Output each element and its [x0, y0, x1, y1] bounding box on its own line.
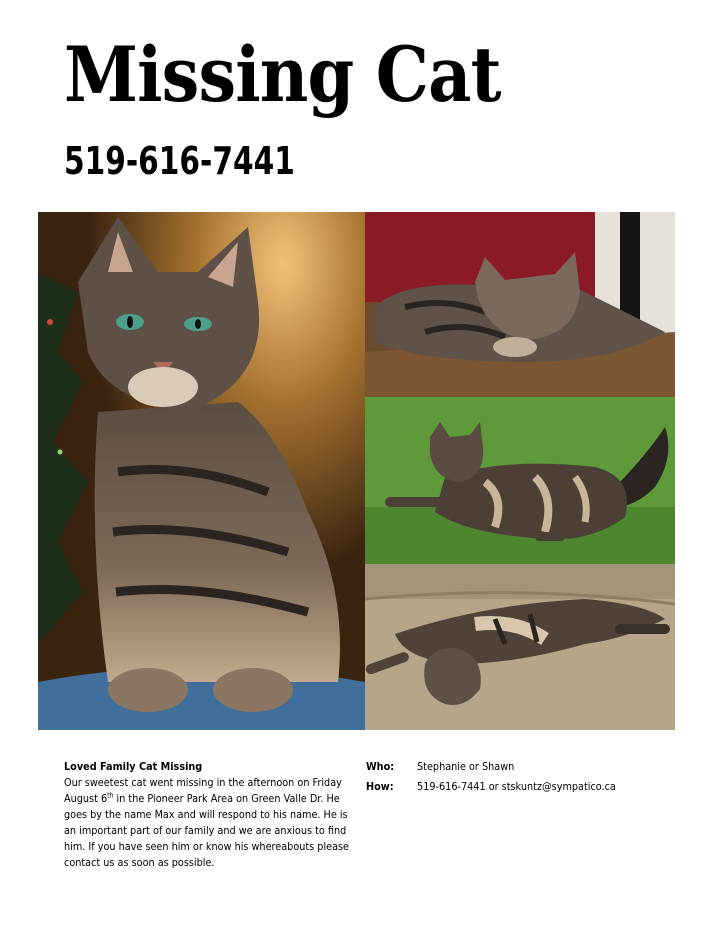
- description-text-part2: in the Pioneer Park Area on Green Valle Dr. He goes by the name Max and will respond to his name. He is an important part of our family and we are anxious to find him. If you have seen him or know his whereabouts please contact us as soon as possible.: [64, 792, 350, 869]
- date-suffix: th: [107, 791, 114, 800]
- photo-cat-sitting: [38, 212, 365, 730]
- how-label: How:: [366, 780, 394, 793]
- cat-photo-icon: [365, 212, 675, 397]
- phone-number: 519-616-7441: [64, 139, 295, 183]
- photo-cat-on-couch: [365, 564, 675, 730]
- description-heading: Loved Family Cat Missing: [64, 760, 203, 773]
- cat-photo-icon: [38, 212, 365, 730]
- page-title: Missing Cat: [64, 30, 501, 119]
- cat-photo-icon: [365, 397, 675, 564]
- description-text-part1: Our sweetest cat went missing in the afternoon on Friday August 6: [64, 776, 342, 805]
- who-row: [366, 759, 648, 779]
- cat-photo-icon: [365, 564, 675, 730]
- contact-block: [366, 759, 648, 799]
- who-value: Stephanie or Shawn: [417, 760, 515, 773]
- how-value[interactable]: 519-616-7441 or stskuntz@sympatico.ca: [417, 780, 616, 793]
- photo-cat-on-rug: [365, 212, 675, 397]
- photo-cat-on-grass: [365, 397, 675, 564]
- how-row: [366, 779, 648, 799]
- who-label: Who:: [366, 760, 395, 773]
- description-block: [64, 759, 354, 871]
